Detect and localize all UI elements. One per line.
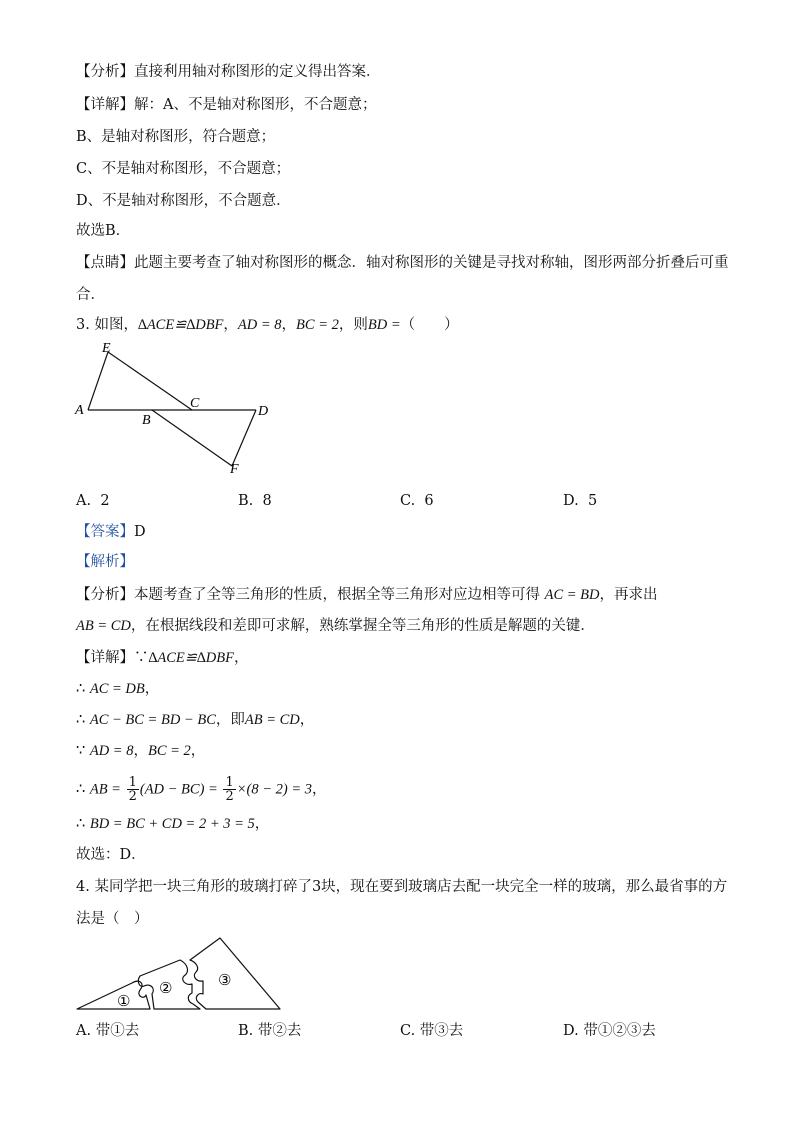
detail-step-2: ∴ AC − BC = BD − BC，即AB = CD， [76, 712, 315, 728]
label-c: C [190, 396, 200, 411]
detail-line-c: C、不是轴对称图形，不合题意； [76, 161, 291, 177]
q4-option-b: B. 带②去 [238, 1023, 302, 1039]
piece-3-shape [190, 938, 280, 1009]
label-b: B [142, 413, 151, 428]
choice-conclusion-q3: 故选：D． [76, 847, 146, 863]
detail-step-5: ∴ BD = BC + CD = 2 + 3 = 5， [76, 816, 270, 832]
fraction-half-2: $\frac{1}{2}$ [225, 775, 234, 804]
detail-step-3: ∵ AD = 8，BC = 2， [76, 743, 206, 759]
fraction-half: $\frac{1}{2}$ [128, 775, 137, 804]
analysis-line: 【分析】直接利用轴对称图形的定义得出答案． [76, 64, 381, 80]
detail-step-1: ∴ AC = DB， [76, 681, 160, 697]
analysis-line-1: 【分析】本题考查了全等三角形的性质，根据全等三角形对应边相等可得 AC = BD，再求出 [76, 587, 658, 603]
segment-ae [88, 352, 108, 410]
option-d: D. 5 [563, 493, 598, 509]
piece-1-shape [77, 981, 150, 1009]
detail-step-0: 【详解】∵∆ACE≌∆DBF， [76, 650, 249, 666]
q4-option-c: C. 带③去 [400, 1023, 464, 1039]
question-4-stem-cont: 法是（ ） [76, 911, 149, 927]
segment-bf [152, 410, 232, 466]
remark-line-cont: 合． [76, 287, 105, 303]
analysis-line-2: AB = CD，在根据线段和差即可求解，熟练掌握全等三角形的性质是解题的关键． [76, 618, 595, 634]
option-b: B. 8 [238, 493, 272, 509]
detail-line-b: B、是轴对称图形，符合题意； [76, 129, 276, 145]
piece-2-label: ② [159, 981, 173, 997]
remark-line: 【点睛】此题主要考查了轴对称图形的概念．轴对称图形的关键是寻找对称轴，图形两部分折叠后可重 [76, 255, 729, 271]
piece-3-label: ③ [218, 973, 232, 989]
option-a: A. 2 [76, 493, 110, 509]
segment-ec [108, 352, 192, 410]
option-c: C. 6 [400, 493, 434, 509]
broken-glass-figure [70, 928, 285, 1013]
label-a: A [75, 403, 84, 418]
label-d: D [258, 404, 269, 419]
question-3-stem: 3. 如图，∆ACE≌∆DBF，AD = 8，BC = 2，则BD =（ ） [76, 317, 459, 333]
q4-option-a: A. 带①去 [76, 1023, 140, 1039]
triangle-figure [70, 335, 280, 480]
label-f: F [230, 462, 239, 477]
choice-conclusion: 故选B． [76, 223, 131, 239]
piece-1-label: ① [117, 994, 131, 1010]
label-e: E [102, 341, 111, 356]
q4-option-d: D. 带①②③去 [563, 1023, 656, 1039]
explanation-tag: 【解析】 [76, 554, 134, 570]
detail-step-4: ∴ AB = $\frac{1}{2}$ (AD − BC) = $\frac{1}{2}$ ×(8 − 2) = 3， [76, 775, 327, 804]
segment-df [232, 410, 256, 466]
answer-line: 【答案】D [76, 524, 146, 540]
detail-line-d: D、不是轴对称图形，不合题意． [76, 193, 291, 209]
detail-line: 【详解】解：A、不是轴对称图形，不合题意； [76, 97, 377, 113]
question-4-stem: 4. 某同学把一块三角形的玻璃打碎了3块，现在要到玻璃店去配一块完全一样的玻璃，那么最省事的方 [76, 879, 728, 895]
